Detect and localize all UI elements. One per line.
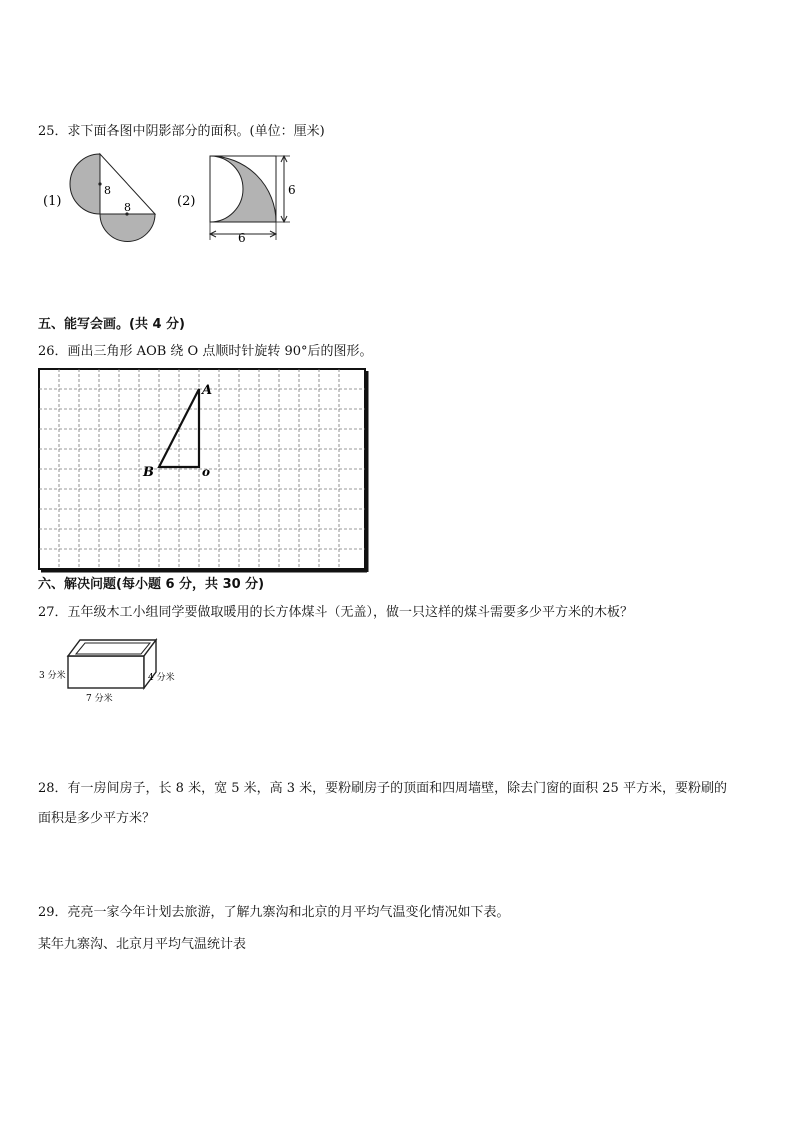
q27-box-figure — [38, 636, 188, 712]
section5-heading: 五、能写会画。(共 4 分) — [38, 317, 185, 332]
label-o: o — [202, 465, 211, 479]
fig1-dim-horizontal: 8 — [124, 201, 131, 214]
q29-text: 29．亮亮一家今年计划去旅游，了解九寨沟和北京的月平均气温变化情况如下表。 — [38, 905, 510, 920]
q25-figure-2 — [176, 150, 306, 249]
q27-height-label: 3 分米 — [39, 671, 66, 681]
fig1-label: (1) — [43, 194, 62, 209]
q25-figure-1 — [38, 150, 168, 254]
q26-grid-figure — [38, 368, 370, 578]
fig2-dim-width: 6 — [238, 231, 246, 245]
q26-text: 26．画出三角形 AOB 绕 O 点顺时针旋转 90°后的图形。 — [38, 344, 373, 359]
q29-table-title: 某年九寨沟、北京月平均气温统计表 — [38, 937, 247, 952]
section6-heading: 六、解决问题(每小题 6 分，共 30 分) — [38, 577, 265, 592]
label-a: A — [202, 383, 213, 398]
q27-length-label: 7 分米 — [86, 694, 113, 704]
q28-line-2: 面积是多少平方米？ — [38, 811, 156, 826]
fig2-dim-height: 6 — [288, 183, 296, 197]
q27-text: 27．五年级木工小组同学要做取暖用的长方体煤斗（无盖），做一只这样的煤斗需要多少平方米的木板？ — [38, 605, 634, 620]
q25-text: 25．求下面各图中阴影部分的面积。(单位：厘米) — [38, 124, 325, 139]
q27-depth-label: 4 分米 — [148, 673, 175, 683]
fig2-label: (2) — [177, 194, 196, 209]
q28-line-1: 28．有一房间房子，长 8 米，宽 5 米，高 3 米，要粉刷房子的顶面和四周墙壁，除去门窗的面积 25 平方米，要粉刷的 — [38, 781, 727, 796]
label-b: B — [143, 465, 154, 480]
fig1-dim-vertical: 8 — [104, 184, 111, 197]
